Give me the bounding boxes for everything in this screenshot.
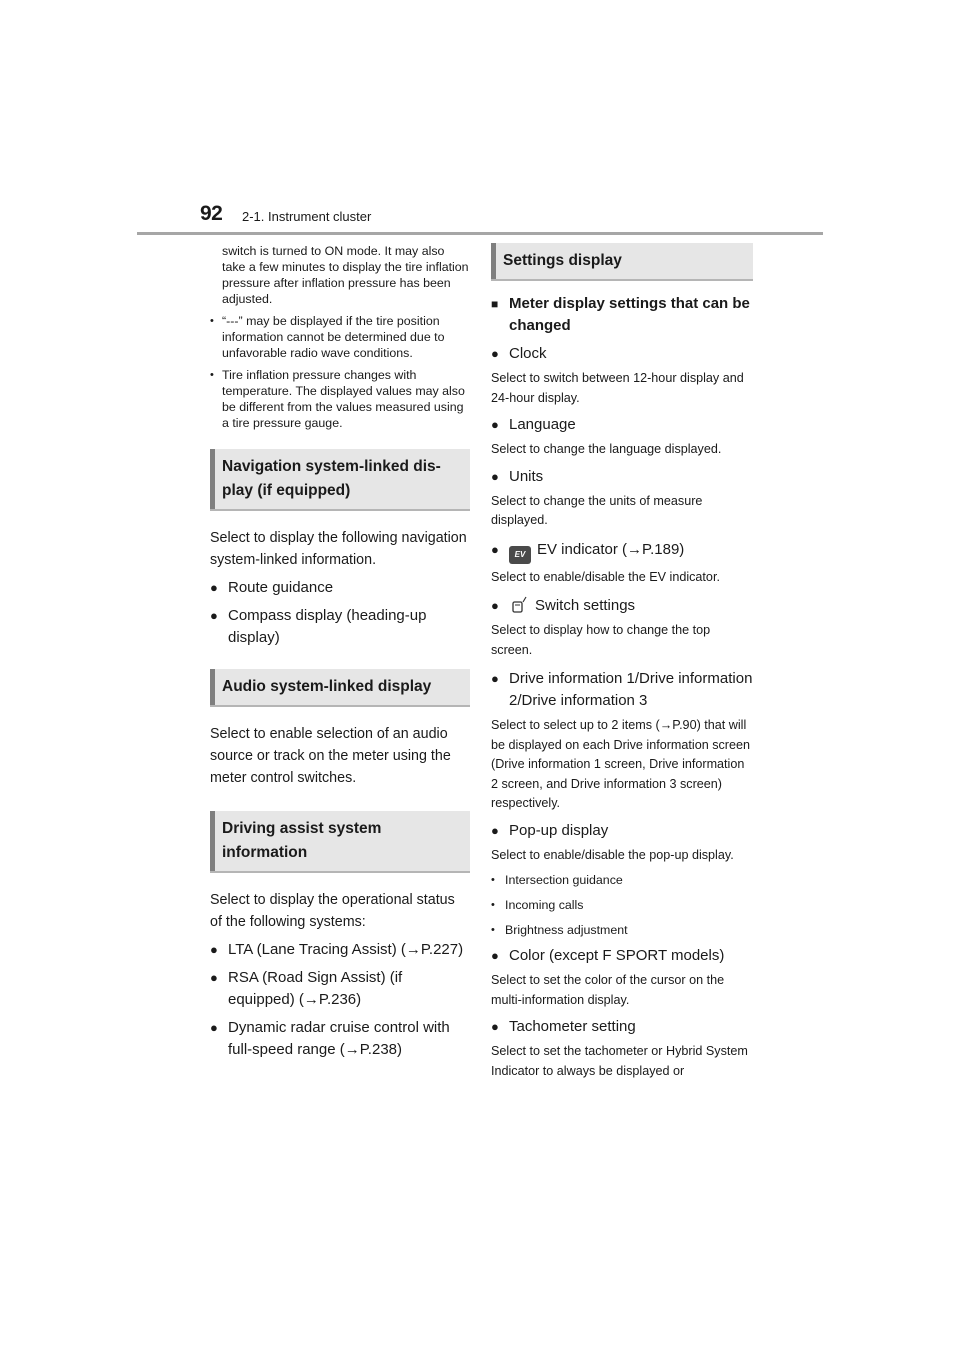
left-column (210, 243, 470, 1061)
square-icon: ■ (491, 297, 499, 311)
popup-sub-item: • Incoming calls (491, 896, 753, 914)
bullet-icon: ● (210, 580, 218, 595)
setting-desc: Select to change the units of measure displayed. (491, 493, 703, 527)
section-heading-audio: Audio system-linked display (210, 669, 470, 707)
bullet-icon: ● (491, 671, 499, 686)
setting-desc: Select to display how to change the top screen. (491, 623, 711, 657)
list-item: ● Route guidance (210, 577, 470, 599)
setting-desc: Select to set the color of the cursor on the multi-information display. (491, 973, 725, 1007)
setting-title-drive-info: ● Drive information 1/Drive information 2/Drive information 3 (491, 670, 753, 709)
bullet-icon: ● (491, 346, 499, 361)
setting-title-popup: ● Pop-up display (491, 820, 753, 842)
bullet-icon: ● (210, 608, 218, 623)
switch-settings-icon (509, 596, 529, 614)
list-item: ● RSA (Road Sign Assist) (if equipped) (→P.236) (210, 969, 403, 1008)
list-item: ● Compass display (heading-up display) (210, 607, 427, 646)
setting-desc: Select to change the language displayed. (491, 442, 722, 456)
setting-desc: Select to switch between 12-hour display and 24-hour display. (491, 371, 744, 405)
setting-title-units: ● Units (491, 466, 753, 488)
bullet-icon: ● (491, 468, 499, 484)
heading-line: Navigation system-linked dis- (222, 458, 441, 475)
bullet-icon: ● (491, 1019, 499, 1034)
header-rule (137, 232, 823, 235)
continued-text: switch is turned to ON mode. It may also take a few minutes to display the tire inflation pressure after inflation pressure has been adjusted. (222, 244, 469, 306)
setting-title-clock: ● Clock (491, 343, 753, 365)
setting-title-switch: ● Switch settings (491, 595, 753, 617)
right-column (491, 243, 753, 1081)
setting-title-color: ● Color (except F SPORT models) (491, 945, 753, 967)
bullet-icon: ● (491, 417, 499, 432)
note-item: • Tire inflation pressure changes with temperature. The displayed values may also be different from the values measured using a tire pressure gauge. (210, 367, 470, 431)
bullet-icon: ● (210, 942, 218, 957)
list-item: ● LTA (Lane Tracing Assist) (→P.227) (210, 939, 470, 961)
heading-line: play (if equipped) (222, 482, 351, 499)
bullet-icon: ● (491, 948, 499, 963)
bullet-icon: ● (210, 1020, 218, 1035)
note-item: • “---” may be displayed if the tire position information cannot be determined due to unfavorable radio wave conditions. (210, 313, 470, 361)
bullet-icon: ● (491, 822, 499, 838)
sub-heading: ■ Meter display settings that can be changed (491, 295, 750, 334)
list-item: ● Dynamic radar cruise control with full-speed range (→P.238) (210, 1019, 450, 1058)
setting-desc: Select to enable/disable the EV indicator. (491, 569, 720, 584)
bullet-icon: ● (210, 970, 218, 985)
section-heading-driving-assist: Driving assist system information (210, 811, 470, 873)
ev-indicator-icon: EV (509, 546, 531, 564)
setting-title-language: ● Language (491, 414, 753, 436)
section-heading-settings: Settings display (491, 243, 753, 281)
bullet-icon: ● (491, 598, 499, 613)
setting-desc: Select to select up to 2 items (→P.90) that will be displayed on each Drive information screen (Drive information 1 screen, Drive information 2 screen, and Drive information 3 screen) respectively. (491, 718, 751, 810)
page-number: 92 (200, 202, 223, 225)
setting-desc: Select to enable/disable the pop-up display. (491, 847, 734, 862)
popup-sub-item: • Brightness adjustment (491, 921, 753, 939)
setting-title-tachometer: ● Tachometer setting (491, 1016, 753, 1038)
driving-intro: Select to display the operational status of the following systems: (210, 892, 455, 930)
nav-intro: Select to display the following navigation system-linked information. (210, 530, 467, 568)
section-heading-navigation (210, 449, 470, 511)
audio-intro: Select to enable selection of an audio source or track on the meter using the meter control switches. (210, 726, 451, 786)
popup-sub-item: • Intersection guidance (491, 871, 753, 889)
setting-desc: Select to set the tachometer or Hybrid System Indicator to always be displayed or (491, 1044, 748, 1078)
chapter-title: 2-1. Instrument cluster (242, 209, 372, 224)
bullet-icon: ● (491, 541, 499, 557)
setting-title-ev: ● EV EV indicator (→P.189) (491, 539, 753, 564)
